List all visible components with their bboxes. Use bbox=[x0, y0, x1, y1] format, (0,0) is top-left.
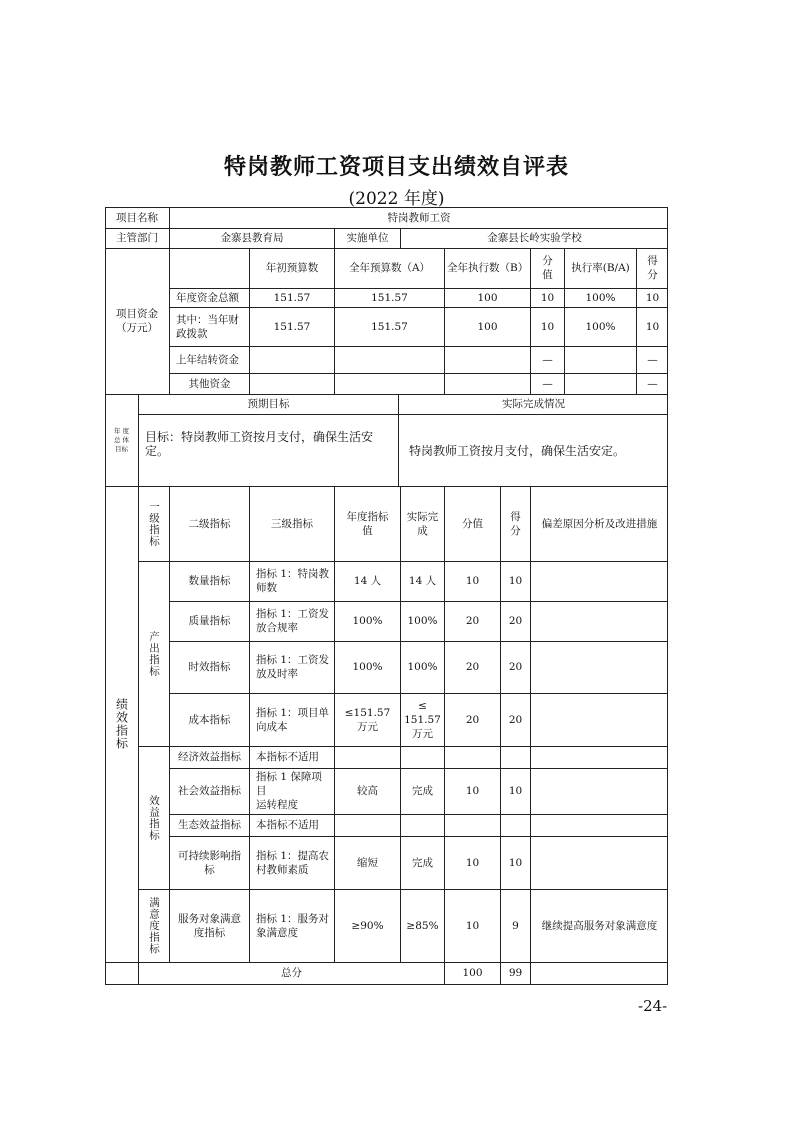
page-number: -24- bbox=[638, 997, 668, 1015]
funds-row-annual: 151.57 bbox=[371, 320, 408, 333]
row-level3: 指标 1：工资发 放及时率 bbox=[256, 654, 330, 680]
funds-section-label: 项目资金 （万元） bbox=[116, 308, 158, 334]
indicators-section-label bbox=[105, 486, 138, 962]
row-level2: 时效指标 bbox=[188, 661, 231, 673]
head-level2: 二级指标 bbox=[188, 517, 231, 530]
row-score: 20 bbox=[508, 661, 523, 673]
row-analysis bbox=[531, 601, 668, 641]
row-level3: 指标 1：工资发 放合规率 bbox=[256, 608, 330, 634]
row-target: 14 人 bbox=[353, 575, 382, 587]
page-title: 特岗教师工资项目支出绩效自评表 bbox=[223, 154, 569, 180]
row-target bbox=[335, 814, 400, 836]
head-score: 得 分 bbox=[510, 510, 521, 537]
impl-unit-value: 金寨县长岭实验学校 bbox=[487, 232, 582, 244]
row-level3: 指标 1：特岗教 师数 bbox=[256, 568, 330, 594]
row-level3: 本指标不适用 bbox=[256, 819, 319, 831]
head-level1 bbox=[139, 486, 169, 561]
row-level2: 数量指标 bbox=[188, 575, 231, 587]
page-subtitle: (2022 年度) bbox=[348, 189, 445, 209]
funds-row-label: 年度资金总额 bbox=[176, 291, 239, 304]
row-analysis bbox=[531, 768, 668, 814]
group-output-text: 产出指标 bbox=[148, 630, 160, 677]
row-score: 20 bbox=[508, 615, 523, 627]
row-score-value: 10 bbox=[465, 575, 480, 587]
row-analysis bbox=[531, 693, 668, 746]
row-level3: 指标 1：提高农 村教师素质 bbox=[256, 849, 330, 876]
group-output bbox=[139, 561, 169, 746]
col-initial-budget: 年初预算数 bbox=[265, 262, 319, 274]
row-target: ≤151.57 万元 bbox=[344, 706, 391, 733]
funds-row-score-value: 10 bbox=[540, 320, 555, 333]
actual-result-header: 实际完成情况 bbox=[502, 398, 565, 410]
funds-row-score: 10 bbox=[645, 291, 660, 304]
indicators-section-text: 绩效指标 bbox=[114, 698, 129, 750]
row-analysis: 继续提高服务对象满意度 bbox=[541, 919, 658, 932]
row-actual: 完成 bbox=[412, 785, 433, 797]
col-score-value: 分 值 bbox=[542, 255, 553, 281]
row-level3: 本指标不适用 bbox=[256, 751, 319, 763]
funds-row-label: 其他资金 bbox=[188, 377, 231, 390]
row-score-value: 20 bbox=[465, 615, 480, 627]
funds-row-score-value: — bbox=[542, 353, 553, 366]
row-level2: 成本指标 bbox=[188, 713, 231, 726]
row-target: ≥90% bbox=[351, 919, 384, 932]
row-score-value: 20 bbox=[465, 713, 480, 726]
goals-section-label: 年 度 总 体 目标 bbox=[113, 426, 130, 453]
row-target bbox=[335, 746, 400, 768]
row-actual: 14 人 bbox=[408, 575, 437, 587]
funds-row-label: 其中：当年财 政拨款 bbox=[176, 313, 239, 340]
row-target: 100% bbox=[352, 615, 383, 627]
group-benefit-text: 效益指标 bbox=[148, 794, 160, 841]
row-actual bbox=[401, 814, 444, 836]
head-score-value: 分值 bbox=[462, 517, 483, 530]
head-level1-text: 一级指标 bbox=[148, 500, 160, 547]
dept-value: 金寨县教育局 bbox=[220, 232, 284, 244]
row-score-value: 10 bbox=[465, 919, 480, 932]
row-target: 缩短 bbox=[357, 856, 378, 869]
funds-row-exec: 100 bbox=[477, 291, 498, 304]
funds-row-score: — bbox=[647, 377, 658, 390]
total-score-value: 100 bbox=[462, 967, 483, 979]
total-label: 总分 bbox=[281, 967, 302, 979]
project-name-label: 项目名称 bbox=[116, 212, 158, 224]
group-satisfaction bbox=[139, 889, 169, 962]
row-score: 10 bbox=[508, 575, 523, 587]
row-level2: 质量指标 bbox=[188, 615, 231, 627]
row-score-value bbox=[445, 746, 500, 768]
head-level3: 三级指标 bbox=[271, 517, 313, 530]
row-level3: 指标 1：服务对 象满意度 bbox=[256, 912, 330, 939]
row-actual: 完成 bbox=[412, 856, 433, 869]
head-target: 年度指标 值 bbox=[346, 510, 389, 537]
col-exec-rate: 执行率(B/A) bbox=[571, 262, 630, 274]
row-level2: 可持续影响指 标 bbox=[178, 849, 241, 876]
row-level2: 服务对象满意 度指标 bbox=[178, 912, 241, 939]
row-score-value: 20 bbox=[465, 661, 480, 673]
funds-row-score-value: — bbox=[542, 377, 553, 390]
row-level3: 指标 1 保障项目 运转程度 bbox=[256, 771, 322, 811]
head-actual: 实际完 成 bbox=[406, 510, 439, 537]
row-score: 10 bbox=[508, 856, 523, 869]
row-analysis bbox=[531, 814, 668, 836]
expected-goal-text: 目标：特岗教师工资按月支付，确保生活安定。 bbox=[145, 430, 374, 458]
row-score: 20 bbox=[508, 713, 523, 726]
row-analysis bbox=[531, 746, 668, 768]
row-level2: 生态效益指标 bbox=[178, 819, 241, 831]
total-score: 99 bbox=[508, 967, 523, 979]
group-benefit bbox=[139, 746, 169, 889]
funds-row-annual: 151.57 bbox=[371, 291, 408, 304]
row-target: 较高 bbox=[357, 785, 378, 797]
project-name-value: 特岗教师工资 bbox=[387, 212, 451, 224]
col-score: 得 分 bbox=[647, 255, 658, 281]
row-target: 100% bbox=[352, 661, 383, 673]
funds-row-exec: 100 bbox=[477, 320, 498, 333]
row-score-value: 10 bbox=[465, 856, 480, 869]
row-level2: 经济效益指标 bbox=[178, 751, 241, 763]
row-actual: 100% bbox=[407, 615, 438, 627]
col-annual-budget: 全年预算数（A） bbox=[348, 262, 431, 274]
funds-row-score-value: 10 bbox=[540, 291, 555, 304]
row-actual: ≥85% bbox=[406, 919, 439, 932]
funds-row-rate: 100% bbox=[585, 320, 616, 333]
funds-row-rate: 100% bbox=[585, 291, 616, 304]
group-satisfaction-text: 满意度指标 bbox=[148, 896, 160, 955]
row-score bbox=[501, 814, 530, 836]
col-annual-exec: 全年执行数（B） bbox=[447, 262, 529, 274]
row-level2: 社会效益指标 bbox=[178, 785, 241, 797]
funds-row-initial: 151.57 bbox=[273, 291, 311, 304]
row-analysis bbox=[531, 561, 668, 601]
dept-label: 主管部门 bbox=[116, 232, 158, 244]
row-analysis bbox=[531, 836, 668, 889]
funds-row-score: — bbox=[647, 353, 658, 366]
funds-row-score: 10 bbox=[645, 320, 660, 333]
head-analysis: 偏差原因分析及改进措施 bbox=[541, 517, 658, 530]
row-score bbox=[501, 746, 530, 768]
row-score-value: 10 bbox=[465, 785, 480, 797]
row-actual: ≤ 151.57 万元 bbox=[404, 699, 441, 740]
row-actual: 100% bbox=[407, 661, 438, 673]
row-level3: 指标 1：项目单 向成本 bbox=[256, 706, 330, 733]
funds-row-initial: 151.57 bbox=[273, 320, 311, 333]
row-score: 10 bbox=[508, 785, 523, 797]
expected-goal-header: 预期目标 bbox=[247, 398, 290, 410]
actual-result-text: 特岗教师工资按月支付，确保生活安定。 bbox=[409, 443, 626, 458]
row-actual bbox=[401, 746, 444, 768]
funds-row-label: 上年结转资金 bbox=[176, 353, 239, 366]
row-score-value bbox=[445, 814, 500, 836]
impl-unit-label: 实施单位 bbox=[346, 232, 389, 244]
row-analysis bbox=[531, 641, 668, 693]
row-score: 9 bbox=[512, 919, 519, 932]
